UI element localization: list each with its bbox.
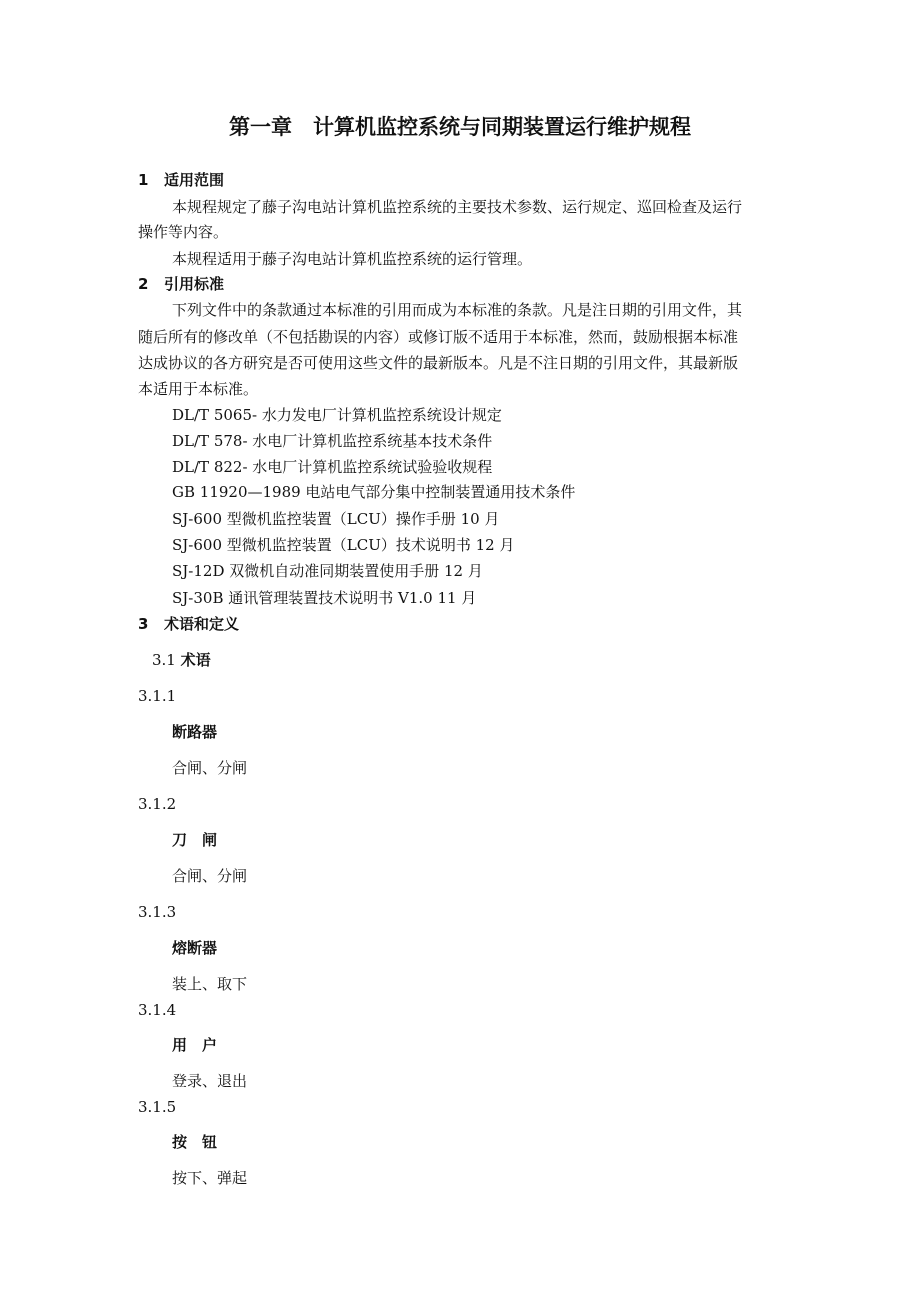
- term-number: 3.1.1: [138, 687, 177, 705]
- reference-item: DL/T 578- 水电厂计算机监控系统基本技术条件: [172, 432, 493, 450]
- subsection-title: 术语: [180, 651, 211, 669]
- term-name: 断路器: [172, 723, 218, 741]
- reference-item: DL/T 5065- 水力发电厂计算机监控系统设计规定: [172, 406, 502, 424]
- reference-item: SJ-30B 通讯管理装置技术说明书 V1.0 11 月: [172, 589, 477, 607]
- paragraph-line: 本规程适用于藤子沟电站计算机监控系统的运行管理。: [172, 250, 533, 268]
- paragraph-line: 本规程规定了藤子沟电站计算机监控系统的主要技术参数、运行规定、巡回检查及运行: [172, 198, 743, 216]
- subsection-heading: [152, 650, 211, 670]
- paragraph-line: 本适用于本标准。: [138, 380, 259, 398]
- chapter-title: 第一章 计算机监控系统与同期装置运行维护规程: [229, 115, 691, 139]
- term-operations: 装上、取下: [172, 975, 248, 993]
- term-name: 熔断器: [172, 939, 218, 957]
- section-title: 适用范围: [164, 171, 225, 189]
- section-2-heading: [138, 274, 224, 294]
- paragraph-line: 操作等内容。: [138, 223, 229, 241]
- term-name: 用 户: [172, 1036, 218, 1054]
- paragraph-line: 达成协议的各方研究是否可使用这些文件的最新版本。凡是不注日期的引用文件，其最新版: [138, 354, 739, 372]
- reference-item: SJ-600 型微机监控装置（LCU）技术说明书 12 月: [172, 536, 515, 554]
- term-number: 3.1.4: [138, 1001, 177, 1019]
- term-operations: 合闸、分闸: [172, 867, 248, 885]
- term-name: 按 钮: [172, 1133, 218, 1151]
- term-number: 3.1.2: [138, 795, 177, 813]
- section-title: 引用标准: [164, 275, 225, 293]
- section-number: 3: [138, 615, 149, 633]
- section-number: 1: [138, 171, 149, 189]
- section-title: 术语和定义: [164, 615, 240, 633]
- reference-item: DL/T 822- 水电厂计算机监控系统试验验收规程: [172, 458, 493, 476]
- term-operations: 合闸、分闸: [172, 759, 248, 777]
- section-1-heading: [138, 170, 224, 190]
- paragraph-line: 随后所有的修改单（不包括勘误的内容）或修订版不适用于本标准，然而，鼓励根据本标准: [138, 328, 739, 346]
- reference-item: SJ-12D 双微机自动准同期装置使用手册 12 月: [172, 562, 483, 580]
- term-operations: 按下、弹起: [172, 1169, 248, 1187]
- term-number: 3.1.5: [138, 1098, 177, 1116]
- term-name: 刀 闸: [172, 831, 218, 849]
- subsection-number: 3.1: [152, 651, 176, 669]
- term-operations: 登录、退出: [172, 1072, 248, 1090]
- section-number: 2: [138, 275, 149, 293]
- section-3-heading: [138, 614, 239, 634]
- reference-item: SJ-600 型微机监控装置（LCU）操作手册 10 月: [172, 510, 500, 528]
- term-number: 3.1.3: [138, 903, 177, 921]
- reference-item: GB 11920—1989 电站电气部分集中控制装置通用技术条件: [172, 483, 576, 501]
- paragraph-line: 下列文件中的条款通过本标准的引用而成为本标准的条款。凡是注日期的引用文件，其: [172, 301, 743, 319]
